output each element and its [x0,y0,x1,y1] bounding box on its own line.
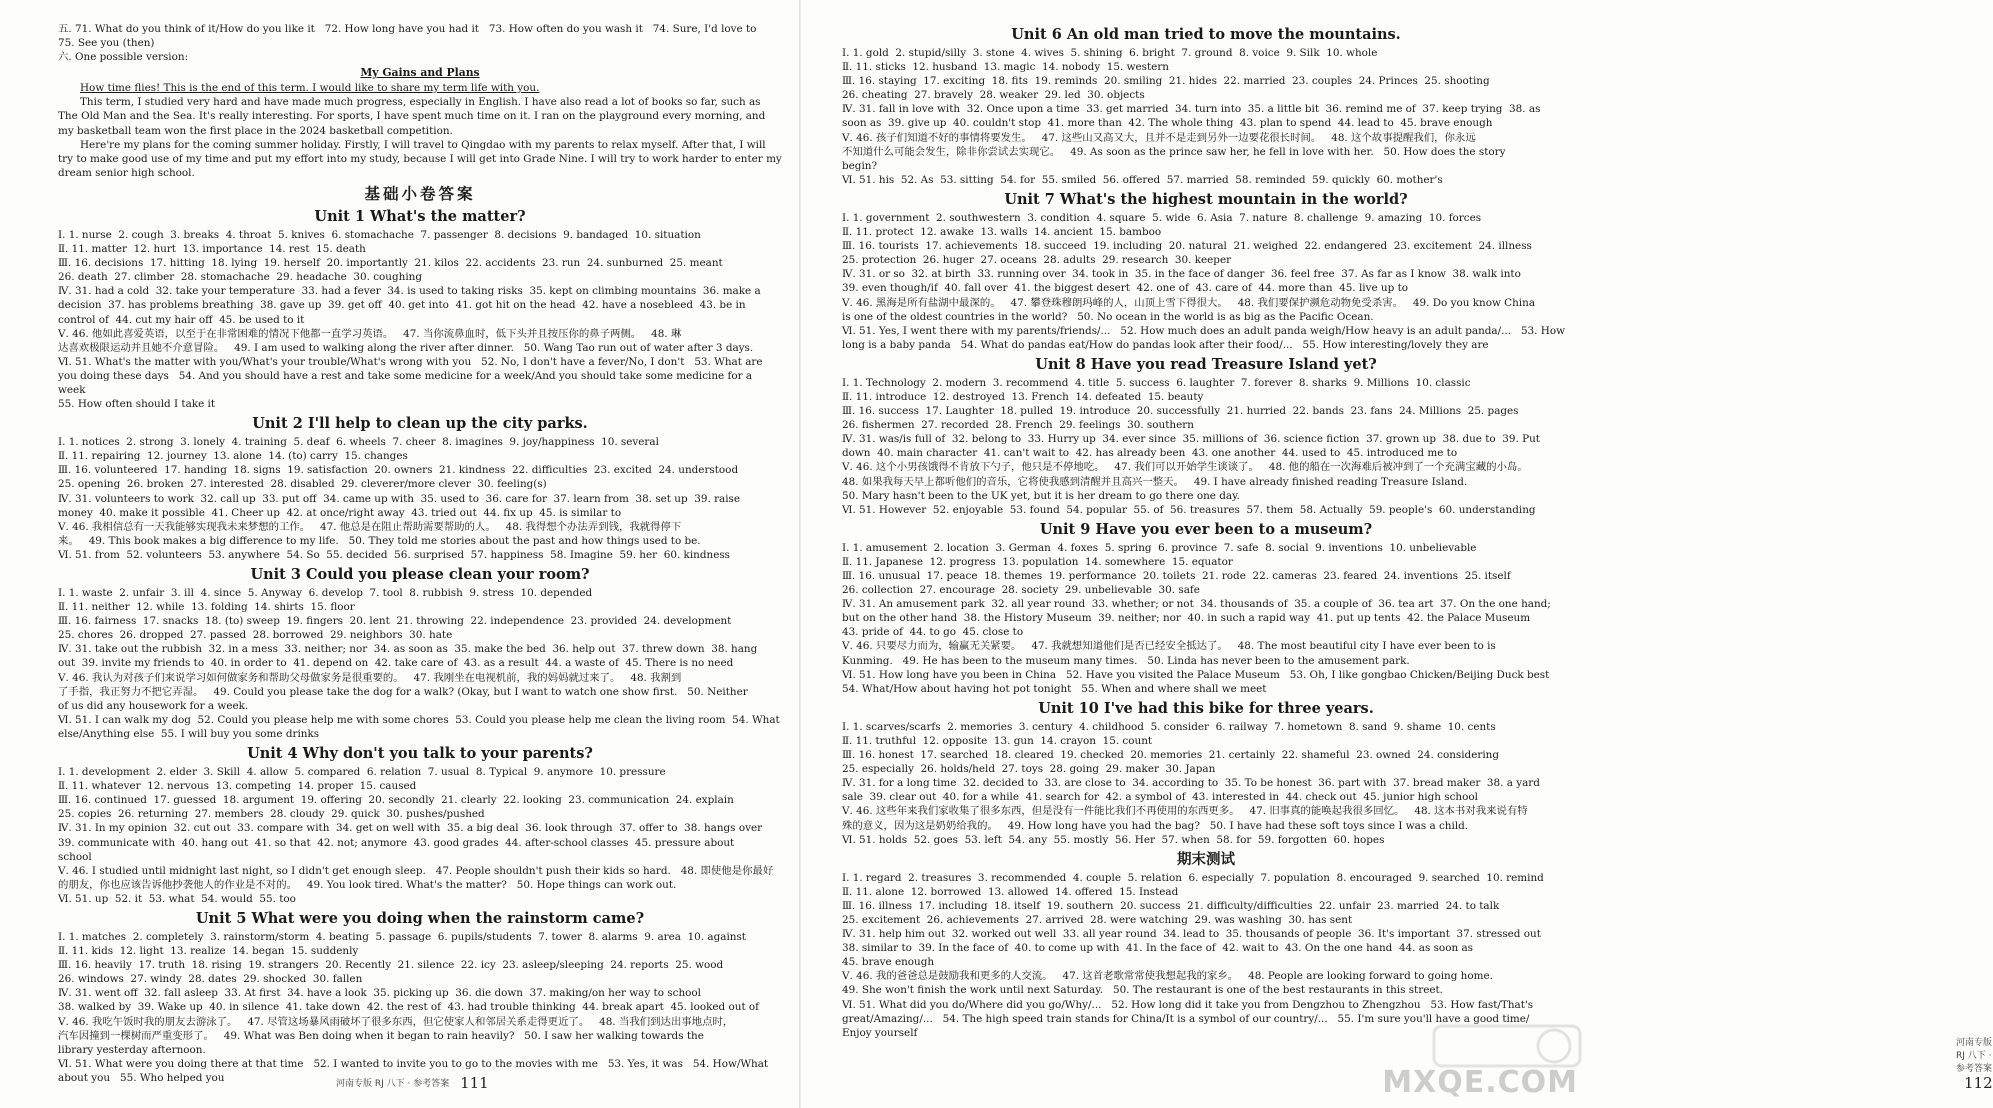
answer-line: school [58,850,92,863]
answer-line: Ⅴ. 46. 他如此喜爱英语，以至于在非常困难的情况下他都一直学习英语。 47. 当你流鼻血时，低下头并且按压你的鼻子两侧。 48. 琳 [58,327,682,340]
answer-line: 25. especially 26. holds/held 27. toys 28. going 29. maker 30. Japan [842,763,1216,776]
answer-line: Ⅵ. 51. up 52. it 53. what 54. would 55. too [58,892,296,905]
answer-line: Ⅵ. 51. How long have you been in China 52. Have you visited the Palace Museum 53. Oh, I like gongbao Chicken/Beijing Duck best [842,668,1550,681]
essay-first-line: How time flies! This is the end of this term. I would like to share my term life with you. [80,82,540,95]
answer-line: Enjoy yourself [842,1026,918,1039]
left-units [58,207,782,1085]
answer-line: Ⅵ. 51. What did you do/Where did you go/Why/... 52. How long did it take you from Dengzhou to Zhengzhou 53. How fast/That's [842,998,1534,1011]
answer-line: Ⅴ. 46. 我相信总有一天我能够实现我未来梦想的工作。 47. 他总是在阻止帮助需要帮助的人。 48. 我得想个办法弄到钱，我就得停下 [58,520,682,533]
answer-line: sale 39. clear out 40. for a while 41. search for 42. a symbol of 43. interested in 44. check out 45. junior high school [842,791,1478,804]
unit-title: Unit 3 Could you please clean your room? [250,566,590,583]
answer-line: 26. death 27. climber 28. stomachache 29. headache 30. coughing [58,271,423,284]
answer-line: Ⅵ. 51. What's the matter with you/What's your trouble/What's wrong with you 52. No, I don't have a fever/No, I don't 53. What are [58,355,763,368]
answer-line: Ⅳ. 31. went off 32. fall asleep 33. At first 34. have a look 35. picking up 36. die down 37. making/on her way to school [58,987,701,1000]
unit-title: Unit 8 Have you read Treasure Island yet? [1035,355,1377,373]
unit-block [842,699,1570,847]
answer-line: 来。 49. This book makes a big difference to my life. 50. They told me stories about the past and how things used to be. [58,534,701,547]
answer-line: 汽车因撞到一棵树而严重变形了。 49. What was Ben doing when it began to rain heavily? 50. I saw her walking towards the [58,1029,704,1042]
unit-block [842,25,1570,187]
answer-line: great/Amazing/... 54. The high speed train stands for China/It is a symbol of our country/... 55. I'm sure you'll have a good time/ [842,1012,1530,1025]
answer-line: Ⅳ. 31. fall in love with 32. Once upon a time 33. get married 34. turn into 35. a little bit 36. remind me of 37. keep trying 38. as [842,103,1541,116]
top-answers [58,22,782,64]
answer-line: is one of the oldest countries in the world? 50. No ocean in the world is as big as the Pacific Ocean. [842,310,1374,323]
answer-line: Ⅰ. 1. scarves/scarfs 2. memories 3. century 4. childhood 5. consider 6. railway 7. hometown 8. sand 9. shame 10. cents [842,720,1496,733]
answer-line: out 39. invite my friends to 40. in order to 41. depend on 42. take care of 43. as a result 44. a waste of 45. There is no need [58,657,734,670]
right-page [800,0,1993,1108]
answer-line: Ⅰ. 1. notices 2. strong 3. lonely 4. training 5. deaf 6. wheels 7. cheer 8. imagines 9. joy/happiness 10. several [58,436,659,449]
answer-line: 55. How often should I take it [58,398,216,411]
answer-line: Ⅲ. 16. illness 17. including 18. itself 19. southern 20. success 21. difficulty/difficulties 22. unfair 23. married 24. to talk [842,899,1500,912]
answer-line: Ⅰ. 1. development 2. elder 3. Skill 4. allow 5. compared 6. relation 7. usual 8. Typical 9. anymore 10. pressure [58,766,666,779]
answer-line: Ⅲ. 16. fairness 17. snacks 18. (to) sweep 19. fingers 20. lent 21. throwing 22. independence 23. provided 24. development [58,615,732,628]
essay-paragraph: This term, I studied very hard and have made much progress, especially in English. I have also read a lot of books so far, such as The Old Man and the Sea. It's really interesting. For sports, I have spent much time on it. I ran on the playground every morning, and my basketball team won the first place in the 2024 basketball competition. [58,96,766,137]
answer-line: begin? [842,159,878,172]
answer-line: Ⅱ. 11. matter 12. hurt 13. importance 14. rest 15. death [58,243,366,256]
answer-line: 26. windows 27. windy 28. dates 29. shocked 30. fallen [58,973,363,986]
unit-title: 期末测试 [1177,850,1235,868]
answer-line: Ⅱ. 11. neither 12. while 13. folding 14. shirts 15. floor [58,601,355,614]
answer-line: 38. similar to 39. In the face of 40. to come up with 41. In the face of 42. wait to 43. On the one hand 44. as soon as [842,942,1473,955]
answer-line: Ⅱ. 11. alone 12. borrowed 13. allowed 14. offered 15. Instead [842,885,1179,898]
answer-line: Ⅴ. 46. 我吃午饭时我的朋友去游泳了。 47. 尽管这场暴风雨破坏了很多东西，但它使家人和邻居关系走得更近了。 48. 当我们到达出事地点时， [58,1015,734,1028]
answer-line: Ⅱ. 11. Japanese 12. progress 13. population 14. somewhere 15. equator [842,555,1233,568]
answer-line: 25. excitement 26. achievements 27. arrived 28. were watching 29. was washing 30. has sent [842,913,1353,926]
answer-line: Ⅳ. 31. had a cold 32. take your temperature 33. had a fever 34. is used to taking risks 35. kept on climbing mountains 36. make a [58,285,761,298]
answer-line: Ⅴ. 46. 我认为对孩子们来说学习如何做家务和帮助父母做家务是很重要的。 47. 我刚坐在电视机前，我的妈妈就过来了。 48. 我割到 [58,671,682,684]
answer-line: Ⅱ. 11. sticks 12. husband 13. magic 14. nobody 15. western [842,61,1169,74]
answer-line: Ⅱ. 11. whatever 12. nervous 13. competing 14. proper 15. caused [58,780,417,793]
unit-block [842,355,1570,517]
answer-line: Ⅴ. 46. 这些年来我们家收集了很多东西，但是没有一件能比我们不再使用的东西更多。 47. 旧事真的能唤起我很多回忆。 48. 这本书对我来说有特 [842,805,1528,818]
answer-line: 54. What/How about having hot pot tonight 55. When and where shall we meet [842,682,1267,695]
watermark-text: MXQE.COM [1382,1065,1578,1100]
answer-line: Ⅴ. 46. I studied until midnight last night, so I didn't get enough sleep. 47. People shouldn't push their kids so hard. 48. 即使他是你最好 [58,864,774,877]
answer-line: 26. fishermen 27. recorded 28. French 29. feelings 30. southern [842,419,1194,432]
answer-line: Ⅲ. 16. staying 17. exciting 18. fits 19. reminds 20. smiling 21. hides 22. married 23. couples 24. Princes 25. shooting [842,75,1490,88]
answer-line: Ⅲ. 16. heavily 17. truth 18. rising 19. strangers 20. Recently 21. silence 22. icy 23. asleep/sleeping 24. reports 25. wood [58,959,724,972]
answer-line: Ⅴ. 46. 黑海是所有盐湖中最深的。 47. 攀登珠穆朗玛峰的人，山顶上雪下得很大。 48. 我们要保护濒危动物免受杀害。 49. Do you know China [842,296,1536,309]
answer-line: Ⅲ. 16. unusual 17. peace 18. themes 19. performance 20. toilets 21. rode 22. cameras 23. feared 24. inventions 25. itself [842,570,1511,582]
page-number: 112 [1964,1074,1993,1092]
answer-line: 的朋友，你也应该告诉他抄袭他人的作业是不对的。 49. You look tired. What's the matter? 50. Hope things can work out. [58,878,677,891]
unit-block [58,565,782,741]
answer-line: Ⅵ. 51. from 52. volunteers 53. anywhere 54. So 55. decided 56. surprised 57. happiness 58. Imagine 59. her 60. kindness [58,548,731,561]
answer-line: Ⅳ. 31. take out the rubbish 32. in a mess 33. neither; nor 34. as soon as 35. make the bed 36. help out 37. threw down 38. hang [58,643,758,656]
answer-line: control of 44. cut my hair off 45. be used to it [58,313,305,326]
answer-line: Ⅲ. 16. continued 17. guessed 18. argument 19. offering 20. secondly 21. clearly 22. looking 23. communication 24. explain [58,794,734,807]
answer-line: Ⅰ. 1. regard 2. treasures 3. recommended 4. couple 5. relation 6. especially 7. population 8. encouraged 9. searched 10. remind [842,871,1544,884]
answer-line: Ⅳ. 31. or so 32. at birth 33. running over 34. took in 35. in the face of danger 36. feel free 37. As far as I know 38. walk into [842,268,1521,281]
answer-line: soon as 39. give up 40. couldn't stop 41. more than 42. The whole thing 43. plan to spend 44. lead to 45. brave enough [842,117,1493,130]
answer-line: 25. chores 26. dropped 27. passed 28. borrowed 29. neighbors 30. hate [58,629,453,642]
answer-line: Ⅲ. 16. success 17. Laughter 18. pulled 19. introduce 20. successfully 21. hurried 22. bands 23. fans 24. Millions 25. pages [842,405,1519,418]
answer-line: 48. 如果我每天早上都听他们的音乐，它将使我感到清醒并且高兴一整天。 49. I have already finished reading Treasure Island. [842,475,1468,488]
answer-line: Ⅴ. 46. 只要尽力而为，输赢无关紧要。 47. 我就想知道他们是否已经安全抵达了。 48. The most beautiful city I have ever been to is [842,640,1496,653]
answer-line: 39. communicate with 40. hang out 41. so that 42. not; anymore 43. good grades 44. after-school classes 45. pressure about [58,836,735,849]
answer-line: long is a baby panda 54. What do pandas eat/How do pandas look after their food/... 55. How interesting/lovely they are [842,338,1489,351]
answer-line: Ⅳ. 31. help him out 32. worked out well 33. all year round 34. lead to 35. thousands of people 36. It's important 37. stressed out [842,928,1541,941]
answer-line: 五. 71. What do you think of it/How do you like it 72. How long have you had it 73. How often do you wash it 74. Sure, I'd love to [58,23,757,35]
answer-line: 45. brave enough [842,956,935,969]
unit-title: Unit 6 An old man tried to move the mountains. [1011,26,1401,43]
answer-line: 75. See you (then) [58,37,155,50]
answer-line: 达喜欢极限运动并且她不介意冒险。 49. I am used to walking along the river after dinner. 50. Wang Tao run out of water after 3 days. [58,341,754,354]
answer-line: Ⅰ. 1. waste 2. unfair 3. ill 4. since 5. Anyway 6. develop 7. tool 8. rubbish 9. stress 10. depended [58,587,593,599]
answer-line: Ⅵ. 51. However 52. enjoyable 53. found 54. popular 55. of 56. treasures 57. them 58. Actually 59. people's 60. understanding [842,503,1536,516]
answer-line: Ⅰ. 1. nurse 2. cough 3. breaks 4. throat 5. knives 6. stomachache 7. passenger 8. decisions 9. bandaged 10. situation [58,228,701,241]
answer-line: Ⅰ. 1. amusement 2. location 3. German 4. foxes 5. spring 6. province 7. safe 8. social 9. inventions 10. unbelievable [842,541,1477,554]
unit-title: Unit 4 Why don't you talk to your parents? [247,745,593,763]
unit-block [842,520,1570,696]
unit-block [58,207,782,411]
answer-line: Ⅵ. 51. his 52. As 53. sitting 54. for 55. smiled 56. offered 57. married 58. reminded 59. quickly 60. mother's [842,173,1443,186]
answer-line: but on the other hand 38. the History Museum 39. neither; nor 40. in such a rapid way 41. put up tents 42. the Palace Museum [842,612,1531,625]
answer-line: Ⅱ. 11. kids 12. light 13. realize 14. began 15. suddenly [58,945,359,958]
answer-line: Ⅲ. 16. volunteered 17. handing 18. signs 19. satisfaction 20. owners 21. kindness 22. difficulties 23. excited 24. understood [58,464,739,477]
answer-line: library yesterday afternoon. [58,1043,206,1056]
answer-line: Ⅲ. 16. tourists 17. achievements 18. succeed 19. including 20. natural 21. weighed 22. endangered 23. excitement 24. illness [842,240,1532,253]
answer-line: about you 55. Who helped you [58,1071,225,1084]
answer-line: Ⅳ. 31. In my opinion 32. cut out 33. compare with 34. get on well with 35. a big deal 36. look through 37. offer to 38. hangs over [58,822,763,835]
essay [58,65,782,180]
answer-line: 了手指，我正努力不把它弄湿。 49. Could you please take the dog for a walk? (Okay, but I want to watch one show first. 50. Neither [58,685,748,698]
answer-line: Ⅰ. 1. matches 2. completely 3. rainstorm/storm 4. beating 5. passage 6. pupils/students 7. tower 8. alarms 9. area 10. against [58,930,746,943]
unit-block [842,850,1570,1040]
answer-line: 25. copies 26. returning 27. members 28. cloudy 29. quick 30. pushes/pushed [58,808,485,821]
answer-line: Ⅳ. 31. An amusement park 32. all year round 33. whether; or not 34. thousands of 35. a couple of 36. tea art 37. On the one hand; [842,598,1551,611]
answer-line: Ⅵ. 51. holds 52. goes 53. left 54. any 55. mostly 56. Her 57. when 58. for 59. forgotten 60. hopes [842,833,1385,846]
answer-line: Ⅳ. 31. volunteers to work 32. call up 33. put off 34. came up with 35. used to 36. care for 37. learn from 38. set up 39. raise [58,492,741,505]
answer-line: 38. walked by 39. Wake up 40. in silence 41. take down 42. the rest of 43. had trouble thinking 44. break apart 45. looked out of [58,1001,760,1014]
unit-block [58,744,782,906]
unit-title: Unit 10 I've had this bike for three years. [1038,699,1374,717]
page-number: 111 [460,1074,489,1092]
answer-line: Ⅳ. 31. was/is full of 32. belong to 33. Hurry up 34. ever since 35. millions of 36. science fiction 37. grown up 38. due to 39. Put [842,433,1540,446]
footer-label: 河南专版 RJ 八下 · 参考答案 [336,1079,450,1089]
answer-line: Ⅱ. 11. protect 12. awake 13. walls 14. ancient 15. bamboo [842,226,1162,239]
section-title: 基础小卷答案 [364,184,476,203]
answer-line: Ⅰ. 1. government 2. southwestern 3. condition 4. square 5. wide 6. Asia 7. nature 8. challenge 9. amazing 10. forces [842,211,1482,224]
answer-line: Ⅵ. 51. What were you doing there at that time 52. I wanted to invite you to go to the movies with me 53. Yes, it was 54. How/What [58,1057,769,1070]
unit-title: Unit 7 What's the highest mountain in the world? [1004,190,1408,208]
answer-line: 50. Mary hasn't been to the UK yet, but it is her dream to go there one day. [842,489,1240,502]
answer-line: Ⅳ. 31. for a long time 32. decided to 33. are close to 34. according to 35. To be honest 36. part with 37. bread maker 38. a yard [842,777,1540,790]
answer-line: Ⅲ. 16. honest 17. searched 18. cleared 19. checked 20. memories 21. certainly 22. shameful 23. owned 24. considering [842,749,1499,762]
answer-line: Ⅱ. 11. introduce 12. destroyed 13. French 14. defeated 15. beauty [842,390,1204,403]
answer-line: Kunming. 49. He has been to the museum many times. 50. Linda has never been to the amusement park. [842,654,1410,667]
answer-line: 26. collection 27. encourage 28. society 29. unbelievable 30. safe [842,584,1200,597]
answer-line: Ⅵ. 51. Yes, I went there with my parents/friends/... 52. How much does an adult panda weigh/How heavy is an adult panda/... 53. How [842,324,1565,337]
unit-block [58,909,782,1085]
answer-line: 25. protection 26. huger 27. oceans 28. adults 29. research 30. keeper [842,254,1232,267]
answer-line: Ⅴ. 46. 孩子们知道不好的事情将要发生。 47. 这些山又高又大，且并不是走到另外一边要花很长时间。 48. 这个故事提醒我们，你永远 [842,131,1476,144]
answer-line: Ⅰ. 1. Technology 2. modern 3. recommend 4. title 5. success 6. laughter 7. forever 8. sharks 9. Millions 10. classic [842,376,1471,389]
page-footer [1956,1035,1993,1092]
answer-line: decision 37. has problems breathing 38. gave up 39. get off 40. get into 41. got hit on the head 42. have a nosebleed 43. be in [58,299,746,312]
answer-line: down 40. main character 41. can't wait to 42. has already been 43. one another 44. used to 45. introduced me to [842,447,1458,460]
footer-label: 河南专版 RJ 八下 · 参考答案 [1956,1038,1993,1074]
unit-block [58,414,782,562]
answer-line: you doing these days 54. And you should have a rest and take some medicine for a week/And you should take some medicine for a week [58,369,756,396]
essay-paragraph: Here're my plans for the coming summer holiday. Firstly, I will travel to Qingdao with my parents to relax myself. After that, I will try to make good use of my time and put my effort into my study, because I will get into Grade Nine. I will try to work harder to enter my dream senior high school. [58,138,782,179]
unit-block [842,190,1570,352]
answer-line: else/Anything else 55. I will buy you some drinks [58,727,320,740]
answer-line: money 40. make it possible 41. Cheer up 42. at once/right away 43. tried out 44. fix up 45. is similar to [58,506,622,519]
unit-title: Unit 9 Have you ever been to a museum? [1039,520,1373,538]
answer-line: 43. pride of 44. to go 45. close to [842,626,1024,639]
essay-title: My Gains and Plans [360,66,480,80]
answer-line: 六. One possible version: [58,51,189,64]
right-units [842,25,1570,1040]
page-footer [336,1074,489,1092]
answer-line: Ⅴ. 46. 我的爸爸总是鼓励我和更多的人交流。 47. 这首老歌常常使我想起我的家乡。 48. People are looking forward to going home. [842,970,1493,983]
answer-line: Ⅰ. 1. gold 2. stupid/silly 3. stone 4. wives 5. shining 6. bright 7. ground 8. voice 9. Silk 10. whole [842,47,1378,59]
unit-title: Unit 1 What's the matter? [314,207,526,225]
answer-line: Ⅲ. 16. decisions 17. hitting 18. lying 19. herself 20. importantly 21. kilos 22. accidents 23. run 24. sunburned 25. meant [58,257,723,270]
answer-line: 殊的意义，因为这是奶奶给我的。 49. How long have you had the bag? 50. I have had these soft toys since I was a child. [842,819,1469,832]
answer-line: Ⅴ. 46. 这个小男孩饿得不肯放下勺子，他只是不停地吃。 47. 我们可以开始学生谈谈了。 48. 他的船在一次海难后被冲到了一个充满宝藏的小岛。 [842,461,1528,474]
answer-line: Ⅵ. 51. I can walk my dog 52. Could you please help me with some chores 53. Could you please help me clean the living room 54. What [58,713,780,726]
answer-line: 39. even though/if 40. fall over 41. the biggest desert 42. one of 43. care of 44. more than 45. live up to [842,282,1408,295]
answer-line: Ⅱ. 11. repairing 12. journey 13. alone 14. (to) carry 15. changes [58,450,408,463]
left-page [0,0,800,1108]
answer-line: 49. She won't finish the work until next Saturday. 50. The restaurant is one of the best restaurants in this street. [842,984,1443,997]
answer-line: 26. cheating 27. bravely 28. weaker 29. led 30. objects [842,89,1145,102]
answer-line: 25. opening 26. broken 27. interested 28. disabled 29. cleverer/more clever 30. feeling(s) [58,478,547,491]
answer-line: 不知道什么可能会发生，除非你尝试去实现它。 49. As soon as the prince saw her, he fell in love with her. 50. How does the story [842,145,1506,158]
answer-line: Ⅱ. 11. truthful 12. opposite 13. gun 14. crayon 15. count [842,734,1153,747]
answer-line: of us did any housework for a week. [58,699,249,712]
unit-title: Unit 2 I'll help to clean up the city parks. [252,415,588,433]
unit-title: Unit 5 What were you doing when the rainstorm came? [195,909,645,927]
